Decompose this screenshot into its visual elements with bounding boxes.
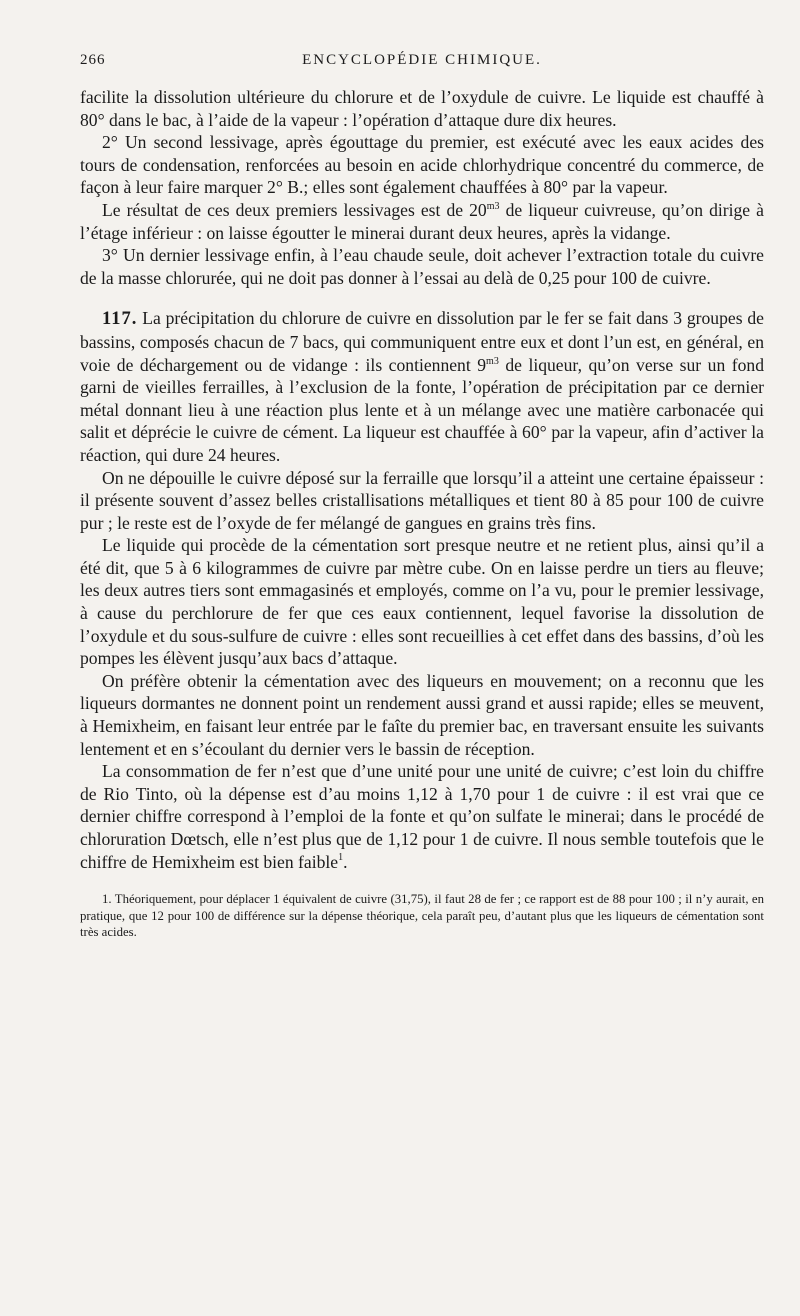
paragraph: 3° Un dernier lessivage enfin, à l’eau chaude seule, doit achever l’extraction totale du cuivre de la masse chlorurée, qui ne doit pas donner à l’essai au delà de 0,25 pour 100 de cuivre.: [80, 245, 764, 288]
unit-superscript: m3: [486, 355, 499, 367]
text-run: La précipitation du chlorure de cuivre en dissolution par le fer se fait dans 3 groupes de bassins, composés chacun de 7 bacs, qui communiquent entre eux et dont l’un est, en général, en voie de déchargement ou de vidange : ils contiennent 9: [80, 308, 764, 375]
paragraph: Le liquide qui procède de la cémentation sort presque neutre et ne retient plus, ainsi qu’il a été dit, que 5 à 6 kilogrammes de cuivre par mètre cube. On en laisse perdre un tiers au fleuve; les deux autres tiers sont emmagasinés et employés, comme on l’a vu, pour le premier lessivage, à cause du perchlorure de fer que ces eaux contiennent, lequel favorise la dissolution de l’oxydule et du sous-sulfure de cuivre : elles sont recueillies à cet effet dans des bassins, d’où les pompes les élèvent jusqu’aux bacs d’attaque.: [80, 535, 764, 669]
text-run: de liqueur, qu’on verse sur un fond garni de vieilles ferrailles, à l’exclusion de la fonte, l’opération de précipitation par ce dernier métal donnant lieu à une réaction plus lente et à un mélange avec une matière carbonacée qui salit et déprécie le cuivre de cément. La liqueur est chauffée à 60° par la vapeur, afin d’activer la réaction, qui dure 24 heures.: [80, 354, 764, 465]
paragraph: On ne dépouille le cuivre déposé sur la ferraille que lorsqu’il a atteint une certaine épaisseur : il présente souvent d’assez belles cristallisations métalliques et tient 80 à 85 pour 100 de cuivre pur ; le reste est de l’oxyde de fer mélangé de gangues en grains très fins.: [80, 467, 764, 533]
paragraph: [80, 199, 764, 244]
paragraph: On préfère obtenir la cémentation avec des liqueurs en mouvement; on a reconnu que les liqueurs dormantes ne donnent point un rendement aussi grand et aussi rapide; elles se meuvent, à Hemixheim, en faisant leur entrée par le faîte du premier bac, en traversant ensuite les suivants lentement et en s’écoulant du dernier vers le bassin de réception.: [80, 670, 764, 759]
body-text: [80, 86, 764, 873]
running-title: ENCYCLOPÉDIE CHIMIQUE.: [302, 52, 542, 68]
footnote-text: 1. Théoriquement, pour déplacer 1 équivalent de cuivre (31,75), il faut 28 de fer ; ce rapport est de 88 pour 100 ; il n’y aurait, en pratique, que 12 pour 100 de différence sur la dépense théorique, cela paraît peu, d’autant plus que les liqueurs de cémentation sont très acides.: [80, 892, 764, 940]
paragraph: 2° Un second lessivage, après égouttage du premier, est exécuté avec les eaux acides des tours de condensation, renforcées au besoin en acide chlorhydrique concentré du commerce, de façon à leur faire marquer 2° B.; elles sont également chauffées à 80° par la vapeur.: [80, 132, 764, 198]
page-header: [80, 50, 764, 86]
text-run: de liqueur cuivreuse, qu’on dirige à l’étage inférieur : on laisse égoutter le minerai durant deux heures, après la vidange.: [80, 199, 764, 243]
footnote: [80, 891, 764, 941]
text-run: Le résultat de ces deux premiers lessivages est de 20: [102, 199, 487, 220]
section-paragraph: [80, 307, 764, 466]
text-run: .: [343, 851, 348, 872]
text-run: La consommation de fer n’est que d’une unité pour une unité de cuivre; c’est loin du chiffre de Rio Tinto, où la dépense est d’au moins 1,12 à 1,70 pour 1 de cuivre : il est vrai que ce dernier chiffre correspond à l’emploi de la fonte et qu’on sulfate le minerai; dans le procédé de chloruration Dœtsch, elle n’est plus que de 1,12 pour 1 de cuivre. Il nous semble toutefois que le chiffre de Hemixheim est bien faible: [80, 761, 764, 872]
unit-superscript: m3: [486, 200, 500, 212]
paragraph: [80, 760, 764, 873]
page-number: 266: [80, 52, 106, 68]
footnote-reference[interactable]: 1: [338, 851, 344, 863]
paragraph: facilite la dissolution ultérieure du chlorure et de l’oxydule de cuivre. Le liquide est chauffé à 80° dans le bac, à l’aide de la vapeur : l’opération d’attaque dure dix heures.: [80, 87, 764, 130]
section-number: 117.: [102, 309, 138, 330]
